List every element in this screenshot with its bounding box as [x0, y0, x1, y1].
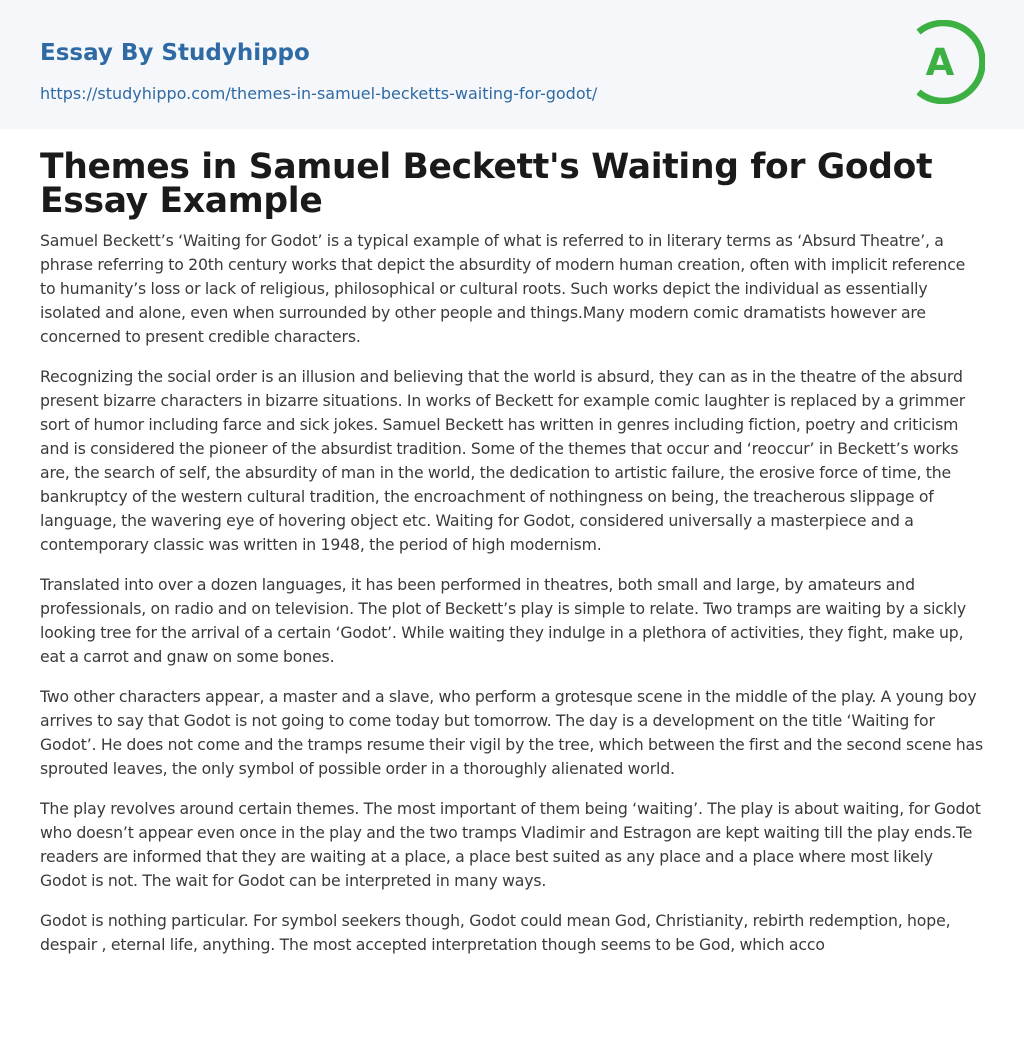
svg-text:A: A	[925, 41, 955, 84]
source-url-link[interactable]: https://studyhippo.com/themes-in-samuel-becketts-waiting-for-godot/	[40, 84, 598, 103]
paragraph: Two other characters appear, a master and a slave, who perform a grotesque scene in the middle of the play. A young boy arrives to say that Godot is not going to come today but tomorrow. The day is a development on the title ‘Waiting for Godot’. He does not come and the tramps resume their vigil by the tree, which between the first and the second scene has sprouted leaves, the only symbol of possible order in a thoroughly alienated world.	[40, 687, 984, 778]
paragraph: Recognizing the social order is an illusion and believing that the world is absurd, they can as in the theatre of the absurd present bizarre characters in bizarre situations. In works of Beckett for example comic laughter is replaced by a grimmer sort of humor including farce and sick jokes. Samuel Beckett has written in genres including fiction, poetry and criticism and is considered the pioneer of the absurdist tradition. Some of the themes that occur and ‘reoccur’ in Beckett’s works are, the search of self, the absurdity of man in the world, the dedication to artistic failure, the erosive force of time, the bankruptcy of the western cultural tradition, the encroachment of nothingness on being, the treacherous slippage of language, the wavering eye of hovering object etc. Waiting for Godot, considered universally a masterpiece and a contemporary classic was written in 1948, the period of high modernism.	[40, 367, 965, 554]
article-title: Themes in Samuel Beckett's Waiting for Godot Essay Example	[40, 147, 933, 221]
page-header	[0, 0, 1024, 129]
paragraph: Translated into over a dozen languages, it has been performed in theatres, both small and large, by amateurs and professionals, on radio and on television. The plot of Beckett’s play is simple to relate. Two tramps are waiting by a sickly looking tree for the arrival of a certain ‘Godot’. While waiting they indulge in a plethora of activities, they fight, make up, eat a carrot and gnaw on some bones.	[40, 575, 967, 666]
article-body	[40, 229, 984, 973]
paragraph: Godot is nothing particular. For symbol seekers though, Godot could mean God, Christianity, rebirth redemption, hope, despair , eternal life, anything. The most accepted interpretation though seems to be God, which acco	[40, 911, 951, 954]
site-brand[interactable]: Essay By Studyhippo	[40, 40, 310, 66]
studyhippo-logo[interactable]	[913, 20, 985, 104]
paragraph: Samuel Beckett’s ‘Waiting for Godot’ is a typical example of what is referred to in literary terms as ‘Absurd Theatre’, a phrase referring to 20th century works that depict the absurdity of modern human creation, often with implicit reference to humanity’s loss or lack of religious, philosophical or cultural roots. Such works depict the individual as essentially isolated and alone, even when surrounded by other people and things.Many modern comic dramatists however are concerned to present credible characters.	[40, 231, 966, 346]
logo-a-icon	[913, 20, 985, 104]
paragraph: The play revolves around certain themes. The most important of them being ‘waiting’. The play is about waiting, for Godot who doesn’t appear even once in the play and the two tramps Vladimir and Estragon are kept waiting till the play ends.Te readers are informed that they are waiting at a place, a place best suited as any place and a place where most likely Godot is not. The wait for Godot can be interpreted in many ways.	[40, 799, 981, 890]
